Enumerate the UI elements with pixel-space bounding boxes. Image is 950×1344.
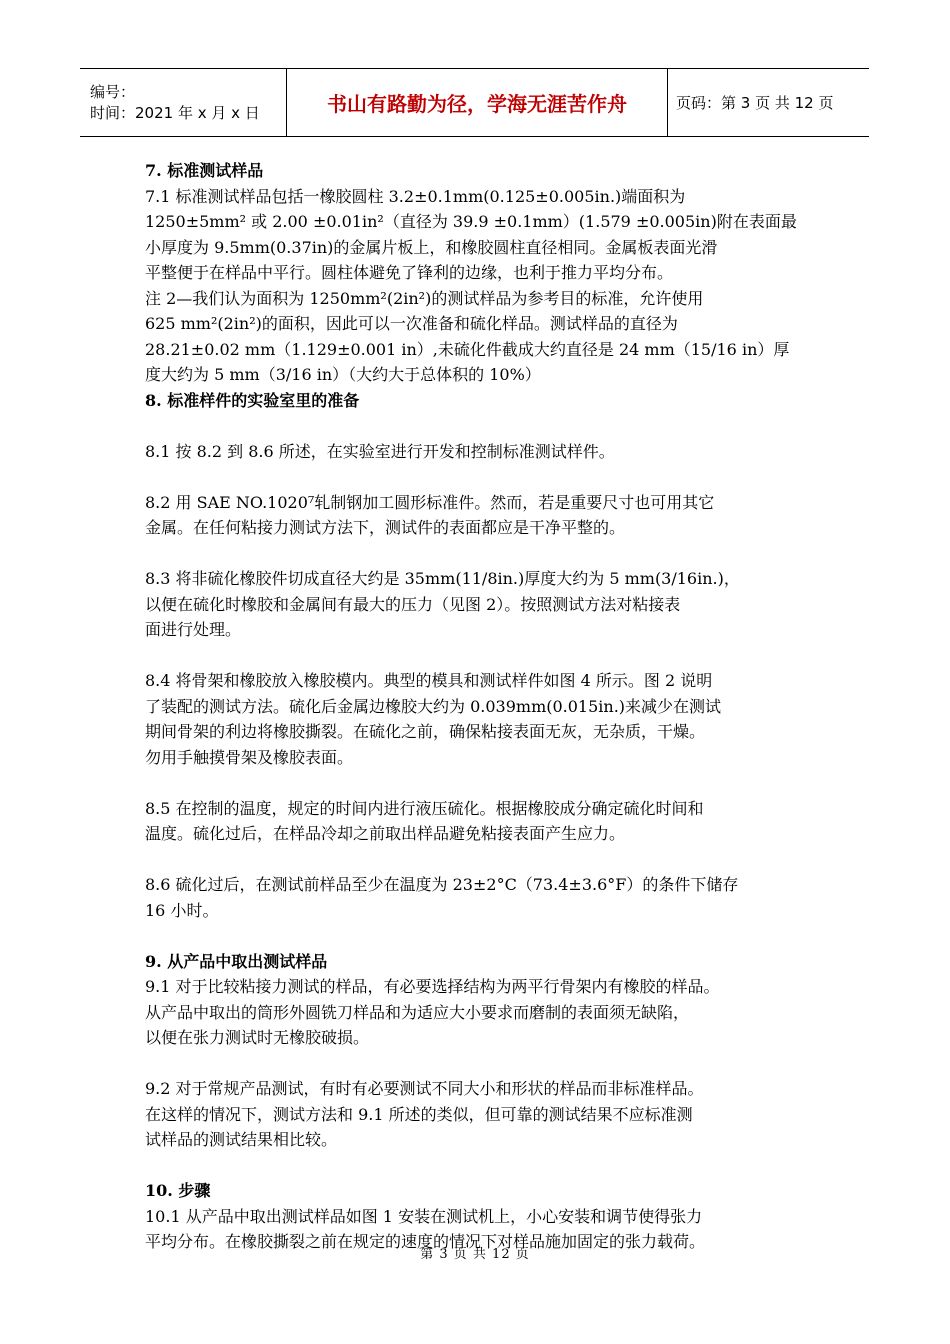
header-meta bbox=[80, 69, 286, 136]
paragraph-line: 温度。硫化过后，在样品冷却之前取出样品避免粘接表面产生应力。 bbox=[145, 824, 626, 843]
paragraph-line: 8.3 将非硫化橡胶件切成直径大约是 35mm(11/8in.)厚度大约为 5 mm(3/16in.)， bbox=[145, 569, 740, 588]
number-label: 编号： bbox=[90, 82, 136, 101]
paragraph-line: 小厚度为 9.5mm(0.37in)的金属片板上，和橡胶圆柱直径相同。金属板表面光滑 bbox=[145, 237, 718, 257]
blank-line bbox=[145, 847, 815, 873]
paragraph-line: 16 小时。 bbox=[145, 900, 219, 920]
paragraph-line: 平均分布。在橡胶撕裂之前在规定的速度的情况下对样品施加固定的张力载荷。 bbox=[145, 1232, 706, 1251]
blank-line bbox=[145, 1153, 815, 1179]
section-heading: 7. 标准测试样品 bbox=[145, 161, 264, 180]
paragraph-line: 以便在硫化时橡胶和金属间有最大的压力（见图 2）。按照测试方法对粘接表 bbox=[145, 594, 681, 614]
blank-line bbox=[145, 541, 815, 567]
paragraph-line: 在这样的情况下，测试方法和 9.1 所述的类似，但可靠的测试结果不应标准测 bbox=[145, 1104, 693, 1124]
paragraph-line: 度大约为 5 mm（3/16 in）（大约大于总体积的 10%） bbox=[145, 365, 541, 384]
header-page bbox=[668, 69, 869, 136]
paragraph-line: 金属。在任何粘接力测试方法下，测试件的表面都应是干净平整的。 bbox=[145, 518, 626, 537]
paragraph-line: 平整便于在样品中平行。圆柱体避免了锋利的边缘，也利于推力平均分布。 bbox=[145, 263, 674, 282]
blank-line bbox=[145, 923, 815, 949]
paragraph-line: 28.21±0.02 mm（1.129±0.001 in）,未硫化件截成大约直径是 24 mm（15/16 in）厚 bbox=[145, 339, 790, 359]
paragraph-line: 8.6 硫化过后，在测试前样品至少在温度为 23±2°C（73.4±3.6°F）的条件下储存 bbox=[145, 875, 739, 894]
paragraph-line: 试样品的测试结果相比较。 bbox=[145, 1130, 338, 1149]
paragraph-line: 9.1 对于比较粘接力测试的样品，有必要选择结构为两平行骨架内有橡胶的样品。 bbox=[145, 977, 720, 996]
paragraph-line: 注 2—我们认为面积为 1250mm²(2in²)的测试样品为参考目的标准，允许使用 bbox=[145, 288, 704, 308]
paragraph-line: 勿用手触摸骨架及橡胶表面。 bbox=[145, 747, 354, 767]
section-heading: 9. 从产品中取出测试样品 bbox=[145, 951, 328, 971]
paragraph-line: 625 mm²(2in²)的面积，因此可以一次准备和硫化样品。测试样品的直径为 bbox=[145, 314, 678, 333]
paragraph-line: 了装配的测试方法。硫化后金属边橡胶大约为 0.039mm(0.015in.)来减少在测试 bbox=[145, 696, 722, 716]
blank-line bbox=[145, 464, 815, 490]
blank-line bbox=[145, 643, 815, 669]
header-motto bbox=[286, 69, 668, 136]
page-footer: 第 3 页 共 12 页 bbox=[420, 1247, 530, 1262]
page-label: 页码：第 3 页 共 12 页 bbox=[676, 94, 834, 112]
paragraph-line: 8.4 将骨架和橡胶放入橡胶模内。典型的模具和测试样件如图 4 所示。图 2 说明 bbox=[145, 671, 713, 690]
blank-line bbox=[145, 770, 815, 796]
blank-line bbox=[145, 413, 815, 439]
date-label: 时间：2021 年 x 月 x 日 bbox=[90, 103, 260, 122]
blank-line bbox=[145, 1051, 815, 1077]
page-header bbox=[80, 68, 869, 137]
paragraph-line: 9.2 对于常规产品测试，有时有必要测试不同大小和形状的样品而非标准样品。 bbox=[145, 1079, 704, 1098]
paragraph-line: 7.1 标准测试样品包括一橡胶圆柱 3.2±0.1mm(0.125±0.005in.)端面积为 bbox=[145, 186, 686, 206]
paragraph-line: 从产品中取出的筒形外圆铣刀样品和为适应大小要求而磨制的表面须无缺陷， bbox=[145, 1002, 690, 1022]
paragraph-line: 10.1 从产品中取出测试样品如图 1 安装在测试机上，小心安装和调节使得张力 bbox=[145, 1206, 703, 1226]
paragraph-line: 8.2 用 SAE NO.1020⁷轧制钢加工圆形标准件。然而，若是重要尺寸也可用其它 bbox=[145, 492, 715, 512]
motto-text: 书山有路勤为径，学海无涯苦作舟 bbox=[327, 92, 627, 116]
section-heading: 8. 标准样件的实验室里的准备 bbox=[145, 390, 360, 410]
paragraph-line: 以便在张力测试时无橡胶破损。 bbox=[145, 1028, 370, 1047]
document-body bbox=[145, 158, 815, 1255]
paragraph-line: 期间骨架的利边将橡胶撕裂。在硫化之前，确保粘接表面无灰，无杂质，干燥。 bbox=[145, 722, 706, 741]
paragraph-line: 8.5 在控制的温度，规定的时间内进行液压硫化。根据橡胶成分确定硫化时间和 bbox=[145, 798, 704, 818]
paragraph-line: 1250±5mm² 或 2.00 ±0.01in²（直径为 39.9 ±0.1mm）(1.579 ±0.005in)附在表面最 bbox=[145, 212, 797, 231]
paragraph-line: 8.1 按 8.2 到 8.6 所述，在实验室进行开发和控制标准测试样件。 bbox=[145, 441, 615, 461]
section-heading: 10. 步骤 bbox=[145, 1181, 211, 1200]
paragraph-line: 面进行处理。 bbox=[145, 620, 242, 639]
